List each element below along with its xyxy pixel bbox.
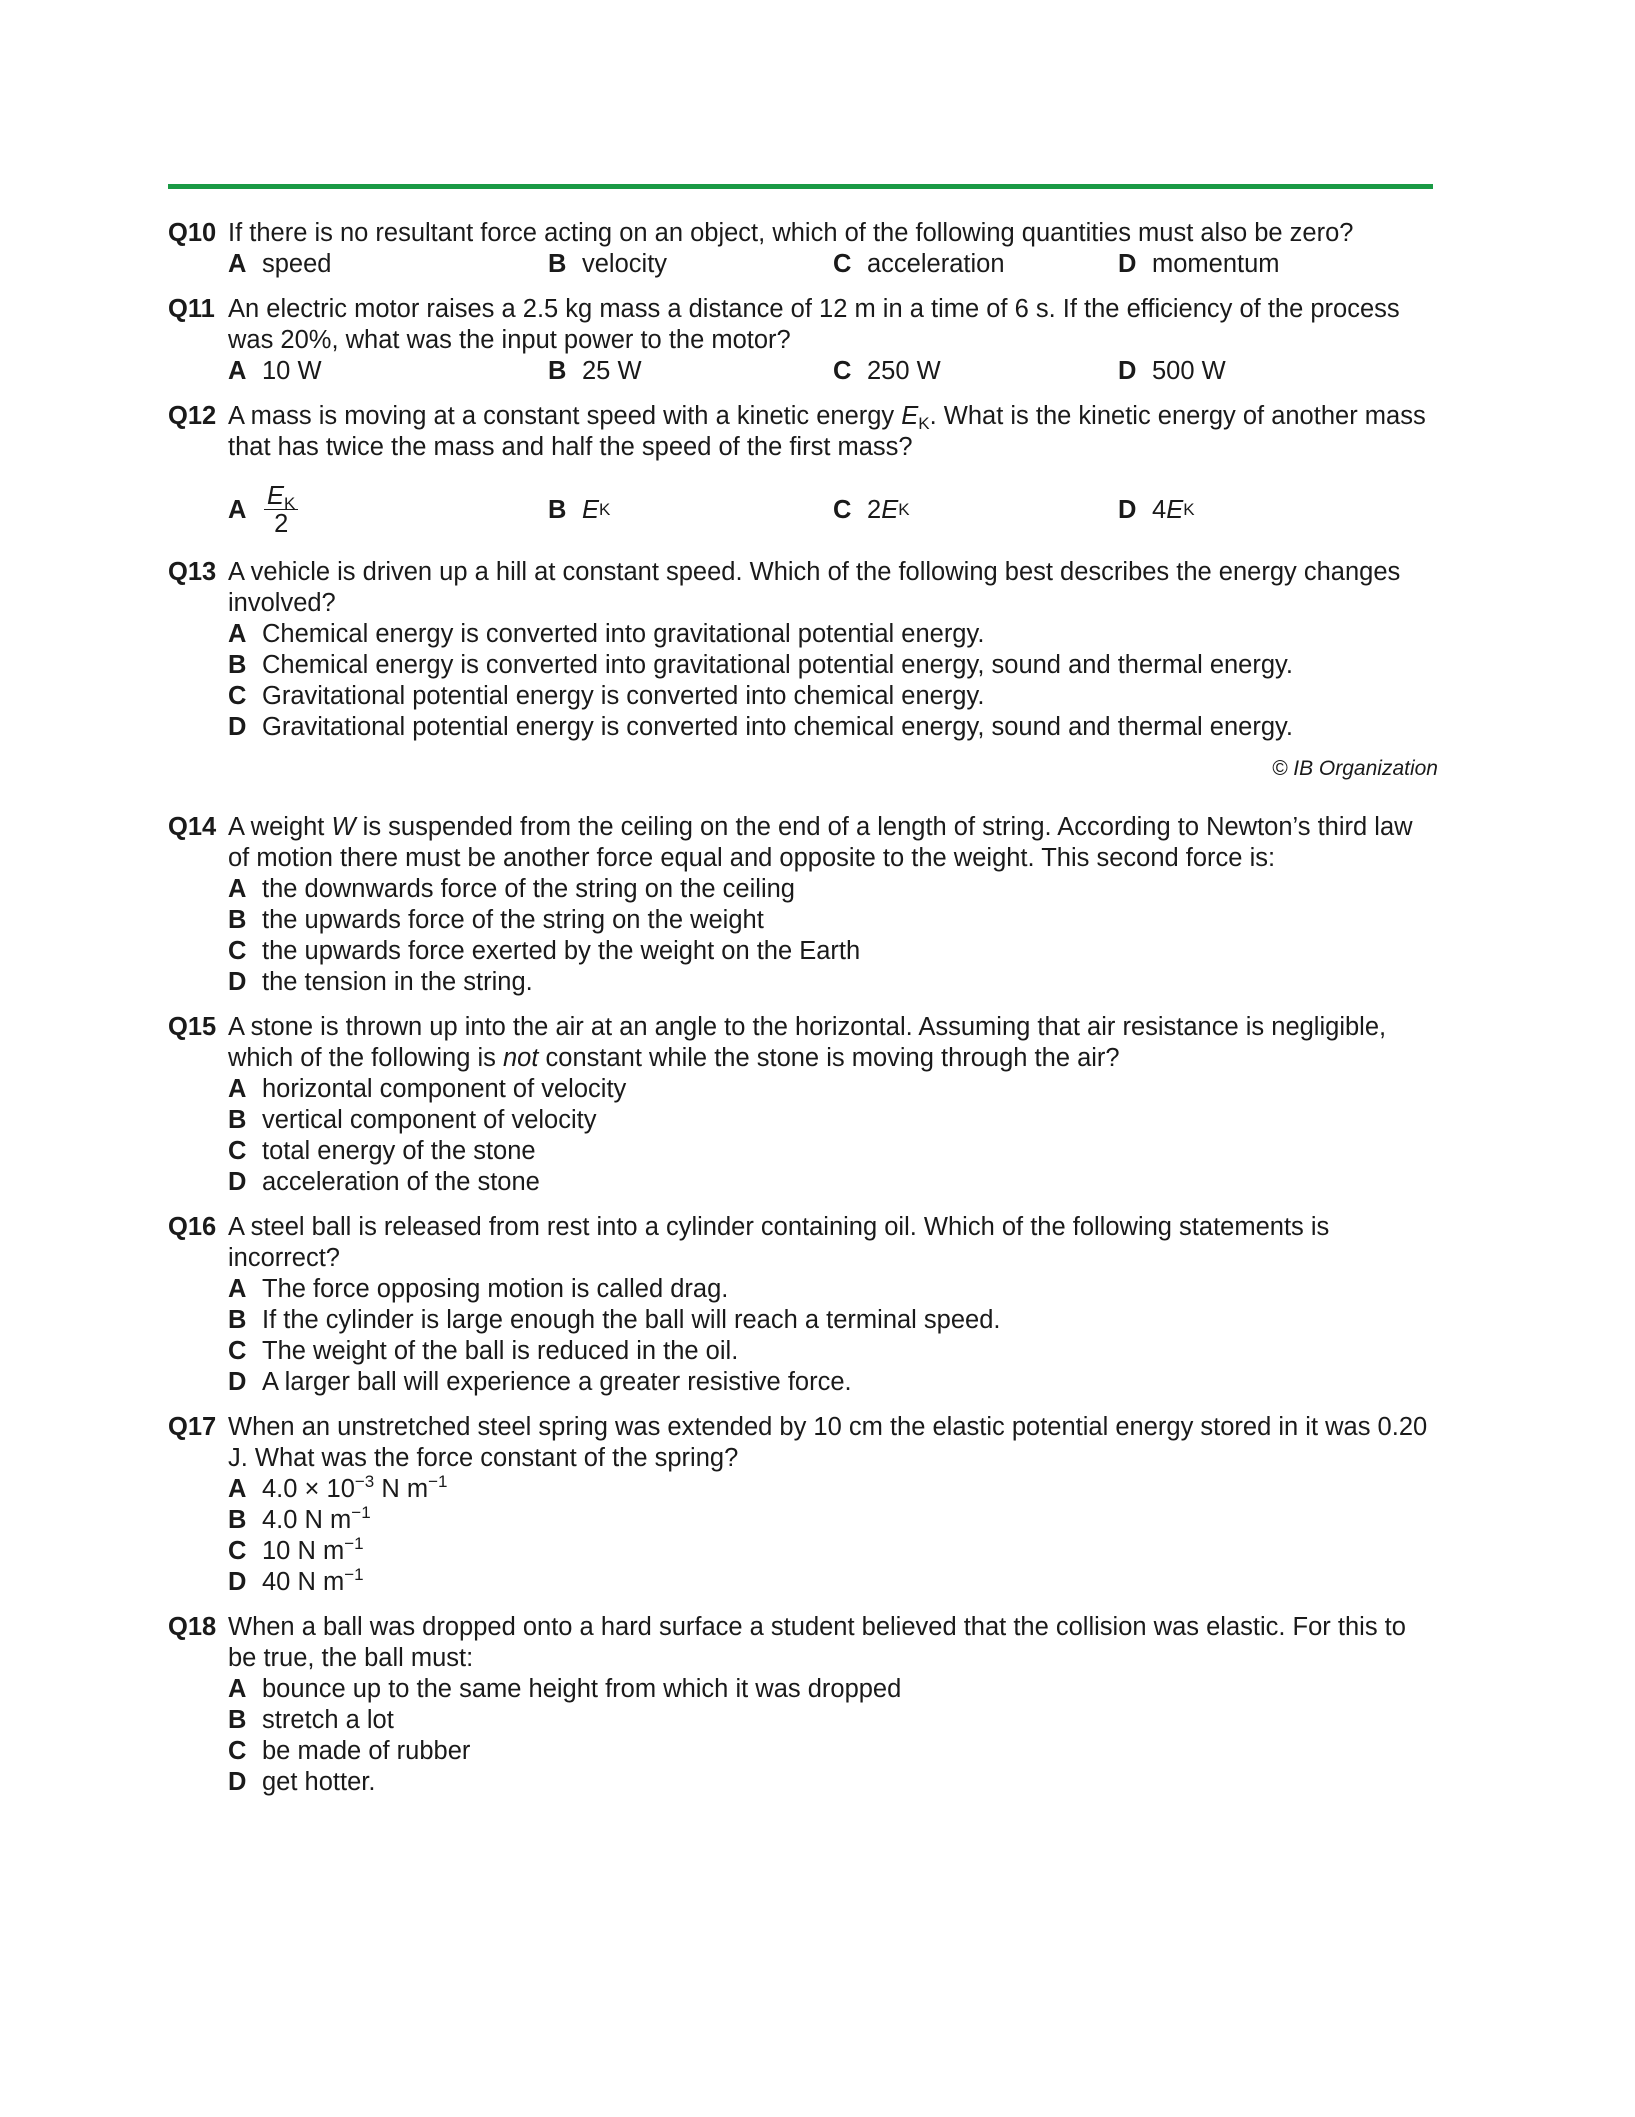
option-letter: C (228, 1537, 247, 1565)
subscript-k: K (918, 414, 930, 433)
unit-exponent: −1 (344, 1534, 364, 1553)
option-text: Gravitational potential energy is converted into chemical energy. (262, 682, 985, 710)
question-q16 (168, 1212, 1438, 1398)
option-text: 10 W (262, 357, 322, 385)
option-c[interactable]: C 2 E K (833, 495, 910, 524)
unit-exponent: −1 (344, 1565, 364, 1584)
option-letter: B (228, 906, 247, 934)
option-text: If the cylinder is large enough the ball will reach a terminal speed. (262, 1306, 1001, 1334)
option-letter: B (548, 357, 567, 385)
unit-exponent: −1 (428, 1472, 448, 1491)
option-letter: B (548, 250, 567, 278)
unit: N m (297, 1506, 352, 1534)
option-letter: C (228, 1737, 247, 1765)
question-stem: When an unstretched steel spring was extended by 10 cm the elastic potential energy stored in it was 0.20 J. What was the force constant of the spring? (228, 1413, 1428, 1472)
symbol-e: E (901, 402, 919, 430)
option-b[interactable] (548, 356, 833, 387)
option-letter: D (228, 1168, 247, 1196)
options-row (228, 477, 1438, 543)
question-stem: An electric motor raises a 2.5 kg mass a distance of 12 m in a time of 6 s. If the efficiency of the process was 20%, what was the input power to the motor? (228, 295, 1400, 354)
option-d[interactable] (1118, 249, 1403, 280)
unit: N m (290, 1537, 345, 1565)
option-text: be made of rubber (262, 1737, 471, 1765)
option-letter: A (228, 1075, 247, 1103)
option-text: horizontal component of velocity (262, 1075, 627, 1103)
option-b[interactable] (228, 1105, 1438, 1136)
header-rule (168, 184, 1433, 189)
question-q13 (168, 557, 1438, 743)
exponent: −3 (354, 1472, 375, 1491)
option-text: total energy of the stone (262, 1137, 536, 1165)
option-c[interactable] (833, 249, 1118, 280)
symbol-e: E (881, 495, 899, 524)
coefficient: 4 (1152, 495, 1167, 524)
emphasis-not: not (502, 1044, 539, 1072)
option-a[interactable] (228, 356, 548, 387)
option-letter: A (228, 250, 247, 278)
option-text: Chemical energy is converted into gravitational potential energy, sound and thermal energy. (262, 651, 1293, 679)
question-number: Q12 (168, 402, 217, 430)
symbol-e: E (267, 481, 285, 510)
option-c[interactable] (228, 681, 1438, 712)
symbol-e: E (582, 495, 600, 524)
option-b[interactable]: B E K (548, 495, 611, 524)
option-letter: C (228, 937, 247, 965)
option-c[interactable] (228, 936, 1438, 967)
option-text: speed (262, 250, 332, 278)
option-text: Chemical energy is converted into gravitational potential energy. (262, 620, 985, 648)
question-stem: When a ball was dropped onto a hard surface a student believed that the collision was elastic. For this to be true, the ball must: (228, 1613, 1406, 1672)
option-a[interactable] (228, 1074, 1438, 1105)
option-text: Gravitational potential energy is converted into chemical energy, sound and thermal energy. (262, 713, 1293, 741)
question-stem (228, 1012, 1438, 1074)
option-d[interactable] (228, 1567, 1438, 1598)
option-d[interactable] (1118, 356, 1403, 387)
option-letter: A (228, 620, 247, 648)
option-letter: A (228, 1275, 247, 1303)
option-text: A larger ball will experience a greater resistive force. (262, 1368, 852, 1396)
question-number: Q17 (168, 1413, 217, 1441)
option-letter: B (228, 1306, 247, 1334)
question-number: Q14 (168, 813, 217, 841)
question-number: Q11 (168, 295, 215, 323)
question-stem: A vehicle is driven up a hill at constant speed. Which of the following best describes the energy changes involved? (228, 558, 1401, 617)
option-b[interactable] (228, 905, 1438, 936)
question-q10 (168, 218, 1438, 280)
option-text: velocity (582, 250, 668, 278)
options-row (228, 356, 1438, 387)
option-a[interactable] (228, 874, 1438, 905)
option-letter: D (228, 1368, 247, 1396)
option-letter: C (228, 682, 247, 710)
option-a[interactable] (228, 1674, 1438, 1705)
fraction (264, 483, 298, 538)
unit-exponent: −1 (351, 1503, 371, 1522)
question-stem (228, 401, 1438, 463)
option-letter: B (228, 1106, 247, 1134)
question-q17 (168, 1412, 1438, 1598)
stem-text: . What is the kinetic energy of another mass that has twice the mass and half the speed of the first mass? (228, 402, 1426, 461)
option-letter: B (548, 495, 567, 524)
option-letter: C (833, 357, 852, 385)
option-text: the tension in the string. (262, 968, 533, 996)
option-letter: A (228, 357, 247, 385)
option-a[interactable] (228, 619, 1438, 650)
option-letter: D (228, 1568, 247, 1596)
option-d[interactable] (228, 712, 1438, 743)
option-text: acceleration (867, 250, 1005, 278)
question-number: Q13 (168, 558, 217, 586)
option-d[interactable] (228, 1367, 1438, 1398)
stem-text: is suspended from the ceiling on the end of a length of string. According to Newton’s third law of motion there must be another force equal and opposite to the weight. This second force is: (228, 813, 1413, 872)
question-q11 (168, 294, 1438, 387)
question-q15 (168, 1012, 1438, 1198)
option-letter: D (228, 968, 247, 996)
option-value: 4.0 (262, 1506, 298, 1534)
option-text: The force opposing motion is called drag. (262, 1275, 729, 1303)
option-b[interactable] (548, 249, 833, 280)
question-q14 (168, 812, 1438, 998)
option-text: 250 W (867, 357, 941, 385)
question-number: Q15 (168, 1013, 217, 1041)
question-stem: If there is no resultant force acting on an object, which of the following quantities must also be zero? (228, 219, 1354, 247)
question-number: Q18 (168, 1613, 217, 1641)
option-a[interactable] (228, 483, 548, 538)
question-page (168, 218, 1438, 1812)
option-text: acceleration of the stone (262, 1168, 540, 1196)
question-number: Q10 (168, 219, 217, 247)
stem-text: constant while the stone is moving through the air? (538, 1044, 1120, 1072)
option-a[interactable] (228, 1474, 1438, 1505)
option-letter: C (228, 1337, 247, 1365)
option-letter: D (228, 713, 247, 741)
stem-text: A weight (228, 813, 332, 841)
option-value: 4.0 × 10 (262, 1475, 355, 1503)
question-q18 (168, 1612, 1438, 1798)
option-letter: D (1118, 495, 1137, 524)
option-c[interactable] (228, 1536, 1438, 1567)
option-text: momentum (1152, 250, 1280, 278)
option-text: bounce up to the same height from which it was dropped (262, 1675, 902, 1703)
option-text: get hotter. (262, 1768, 376, 1796)
option-letter: C (833, 495, 852, 524)
question-stem: A steel ball is released from rest into a cylinder containing oil. Which of the following statements is incorrect? (228, 1213, 1330, 1272)
coefficient: 2 (867, 495, 882, 524)
option-c[interactable] (228, 1736, 1438, 1767)
option-text: 25 W (582, 357, 642, 385)
symbol-e: E (1166, 495, 1184, 524)
option-letter: C (833, 250, 852, 278)
option-a[interactable] (228, 249, 548, 280)
option-letter: A (228, 875, 247, 903)
option-letter: B (228, 1706, 247, 1734)
option-d[interactable] (228, 1767, 1438, 1798)
copyright-notice: © IB Organization (1271, 757, 1438, 780)
option-text: the upwards force of the string on the weight (262, 906, 764, 934)
option-letter: A (228, 1475, 247, 1503)
option-text: stretch a lot (262, 1706, 394, 1734)
option-letter: D (1118, 357, 1137, 385)
option-text: vertical component of velocity (262, 1106, 597, 1134)
option-c[interactable] (228, 1136, 1438, 1167)
option-letter: B (228, 651, 247, 679)
option-value: 10 (262, 1537, 291, 1565)
option-letter: D (1118, 250, 1137, 278)
question-number: Q16 (168, 1213, 217, 1241)
stem-text: A stone is thrown up into the air at an angle to the horizontal. Assuming that air resistance is negligible, which of the following is (228, 1013, 1387, 1072)
option-b[interactable] (228, 1705, 1438, 1736)
question-stem (228, 812, 1438, 874)
option-letter: C (228, 1137, 247, 1165)
option-b[interactable] (228, 1305, 1438, 1336)
option-value: 40 (262, 1568, 291, 1596)
symbol-w: W (331, 813, 356, 841)
fraction-denominator: 2 (274, 509, 289, 538)
option-d[interactable] (228, 1167, 1438, 1198)
option-b[interactable] (228, 1505, 1438, 1536)
option-b[interactable] (228, 650, 1438, 681)
unit: N m (374, 1475, 429, 1503)
options-row (228, 249, 1438, 280)
unit: N m (290, 1568, 345, 1596)
option-d[interactable]: D 4 E K (1118, 495, 1195, 524)
option-text: the downwards force of the string on the ceiling (262, 875, 795, 903)
option-c[interactable] (228, 1336, 1438, 1367)
question-q12 (168, 401, 1438, 543)
option-text: 500 W (1152, 357, 1226, 385)
option-a[interactable] (228, 1274, 1438, 1305)
option-letter: A (228, 1675, 247, 1703)
option-c[interactable] (833, 356, 1118, 387)
option-text: The weight of the ball is reduced in the oil. (262, 1337, 739, 1365)
option-letter: B (228, 1506, 247, 1534)
option-letter: D (228, 1768, 247, 1796)
option-text: the upwards force exerted by the weight on the Earth (262, 937, 861, 965)
subscript-k: K (284, 493, 296, 513)
stem-text: A mass is moving at a constant speed with a kinetic energy (228, 402, 902, 430)
option-d[interactable] (228, 967, 1438, 998)
option-letter: A (228, 495, 247, 524)
fraction-numerator (264, 481, 298, 513)
